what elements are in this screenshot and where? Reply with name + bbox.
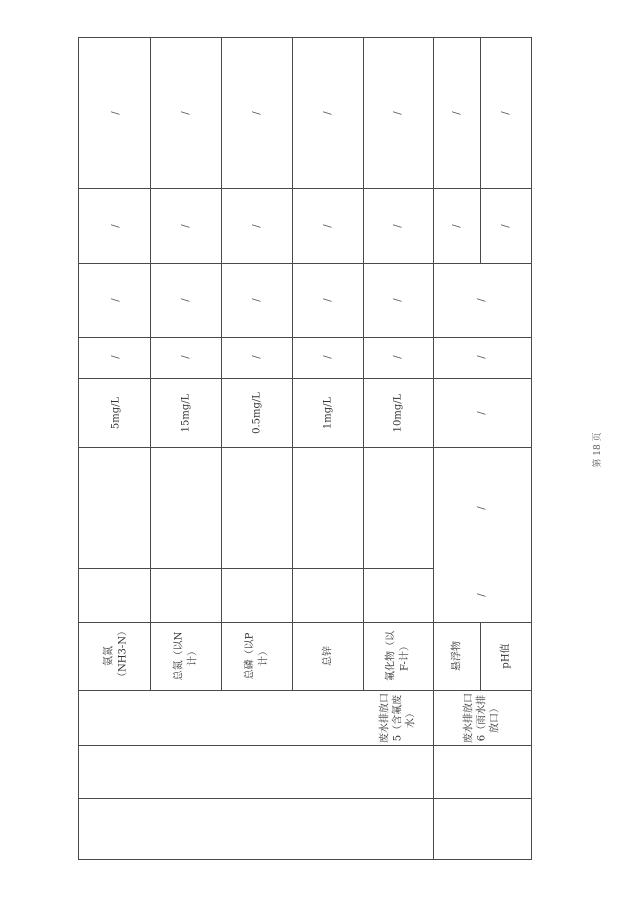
pollutant-name <box>385 629 412 683</box>
cell-slash: / <box>322 355 334 359</box>
cell-slash: / <box>251 355 263 359</box>
cell-slash: / <box>451 111 463 115</box>
cell-slash: / <box>251 298 263 302</box>
cell-slash: / <box>476 355 488 359</box>
pollutant-label: 总磷（以P计） <box>244 632 269 680</box>
cell-slash: / <box>392 355 404 359</box>
outlet-name: 废水排放口5（含氟废水） <box>379 693 417 743</box>
cell-slash: / <box>251 111 263 115</box>
cell-slash: / <box>110 355 122 359</box>
pollutant-name: 悬浮物 <box>451 641 463 671</box>
cell-slash: / <box>180 298 192 302</box>
limit-value: 15mg/L <box>180 393 192 433</box>
cell-slash: / <box>476 411 488 415</box>
cell-slash: / <box>476 593 488 597</box>
cell-slash: / <box>322 111 334 115</box>
cell-slash: / <box>110 224 122 228</box>
pollutant-name <box>173 629 200 683</box>
cell-slash: / <box>180 355 192 359</box>
cell-slash: / <box>180 224 192 228</box>
cell-slash: / <box>500 224 512 228</box>
cell-slash: / <box>476 506 488 510</box>
limit-value: 0.5mg/L <box>251 392 263 434</box>
pollutant-label: 总氮（以N计） <box>173 631 198 681</box>
cell-slash: / <box>392 224 404 228</box>
cell-slash: / <box>110 111 122 115</box>
cell-slash: / <box>322 224 334 228</box>
cell-slash: / <box>451 224 463 228</box>
page-number: 第 18 页 <box>592 432 603 468</box>
cell-slash: / <box>322 298 334 302</box>
cell-slash: / <box>500 111 512 115</box>
pollutant-name <box>244 629 271 683</box>
pollutant-label: 氟化物（以F-计） <box>385 631 410 681</box>
limit-value: 5mg/L <box>110 396 122 430</box>
cell-slash: / <box>476 298 488 302</box>
pollutant-name <box>103 626 130 682</box>
pollutant-name: 总锌 <box>322 646 334 666</box>
cell-slash: / <box>110 298 122 302</box>
pollutant-name: pH值 <box>500 643 512 669</box>
outlet-name: 废水排放口6（雨水排放口） <box>463 693 501 743</box>
limit-value: 10mg/L <box>392 393 404 433</box>
limit-value: 1mg/L <box>322 396 334 430</box>
cell-slash: / <box>392 111 404 115</box>
cell-slash: / <box>251 224 263 228</box>
cell-slash: / <box>180 111 192 115</box>
cell-slash: / <box>392 298 404 302</box>
pollutant-label: 氨氮（NH3-N） <box>103 626 128 682</box>
